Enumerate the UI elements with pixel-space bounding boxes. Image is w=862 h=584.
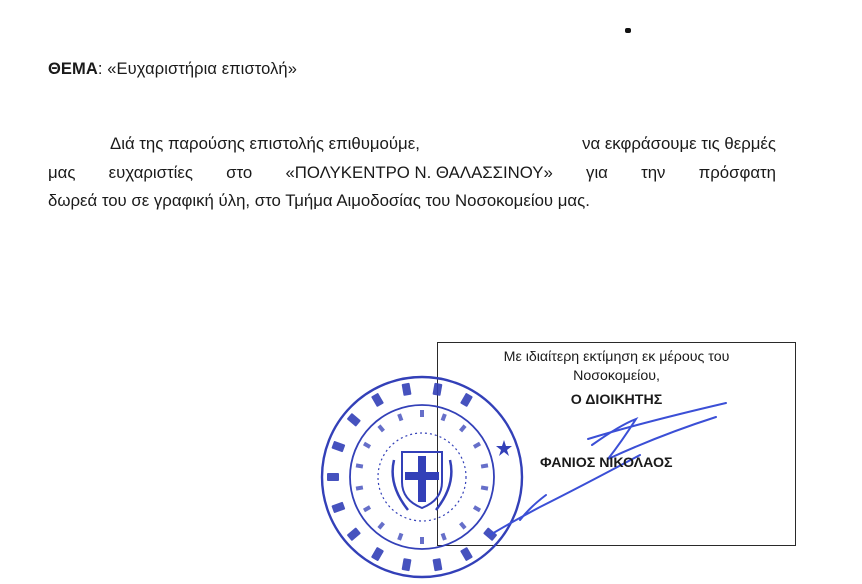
body-word: στο <box>226 162 253 182</box>
body-line-1-part-2: να εκφράσουμε τις θερμές <box>582 134 776 153</box>
closing-line-2: Νοσοκομείου, <box>573 368 660 384</box>
body-line-1-part-1: Διά της παρούσης επιστολής επιθυμούμε, <box>110 134 420 153</box>
coat-of-arms-icon <box>393 452 452 510</box>
body-line-1 <box>48 130 776 159</box>
signatory-title: Ο ΔΙΟΙΚΗΤΗΣ <box>570 392 663 408</box>
body-line-2 <box>48 159 776 188</box>
subject-label: ΘΕΜΑ <box>48 60 98 78</box>
body-word: πρόσφατη <box>698 162 776 182</box>
letter-body <box>48 130 776 216</box>
body-word: ευχαριστίες <box>108 162 193 182</box>
body-word: για <box>586 162 608 182</box>
signatory-name: ΦΑΝΙΟΣ ΝΙΚΟΛΑΟΣ <box>540 455 673 471</box>
body-word: την <box>641 162 666 182</box>
body-word: μας <box>48 162 76 182</box>
letter-subject <box>48 60 297 79</box>
subject-text: : «Ευχαριστήρια επιστολή» <box>97 60 297 78</box>
scan-speck <box>625 28 631 33</box>
donor-name: «ΠΟΛΥΚΕΝΤΡΟ Ν. ΘΑΛΑΣΣΙΝΟΥ» <box>285 162 553 182</box>
body-line-3: δωρεά του σε γραφική ύλη, στο Τμήμα Αιμοδοσίας του Νοσοκομείου μας. <box>48 191 590 210</box>
closing-line-1: Με ιδιαίτερη εκτίμηση εκ μέρους του <box>503 349 730 365</box>
